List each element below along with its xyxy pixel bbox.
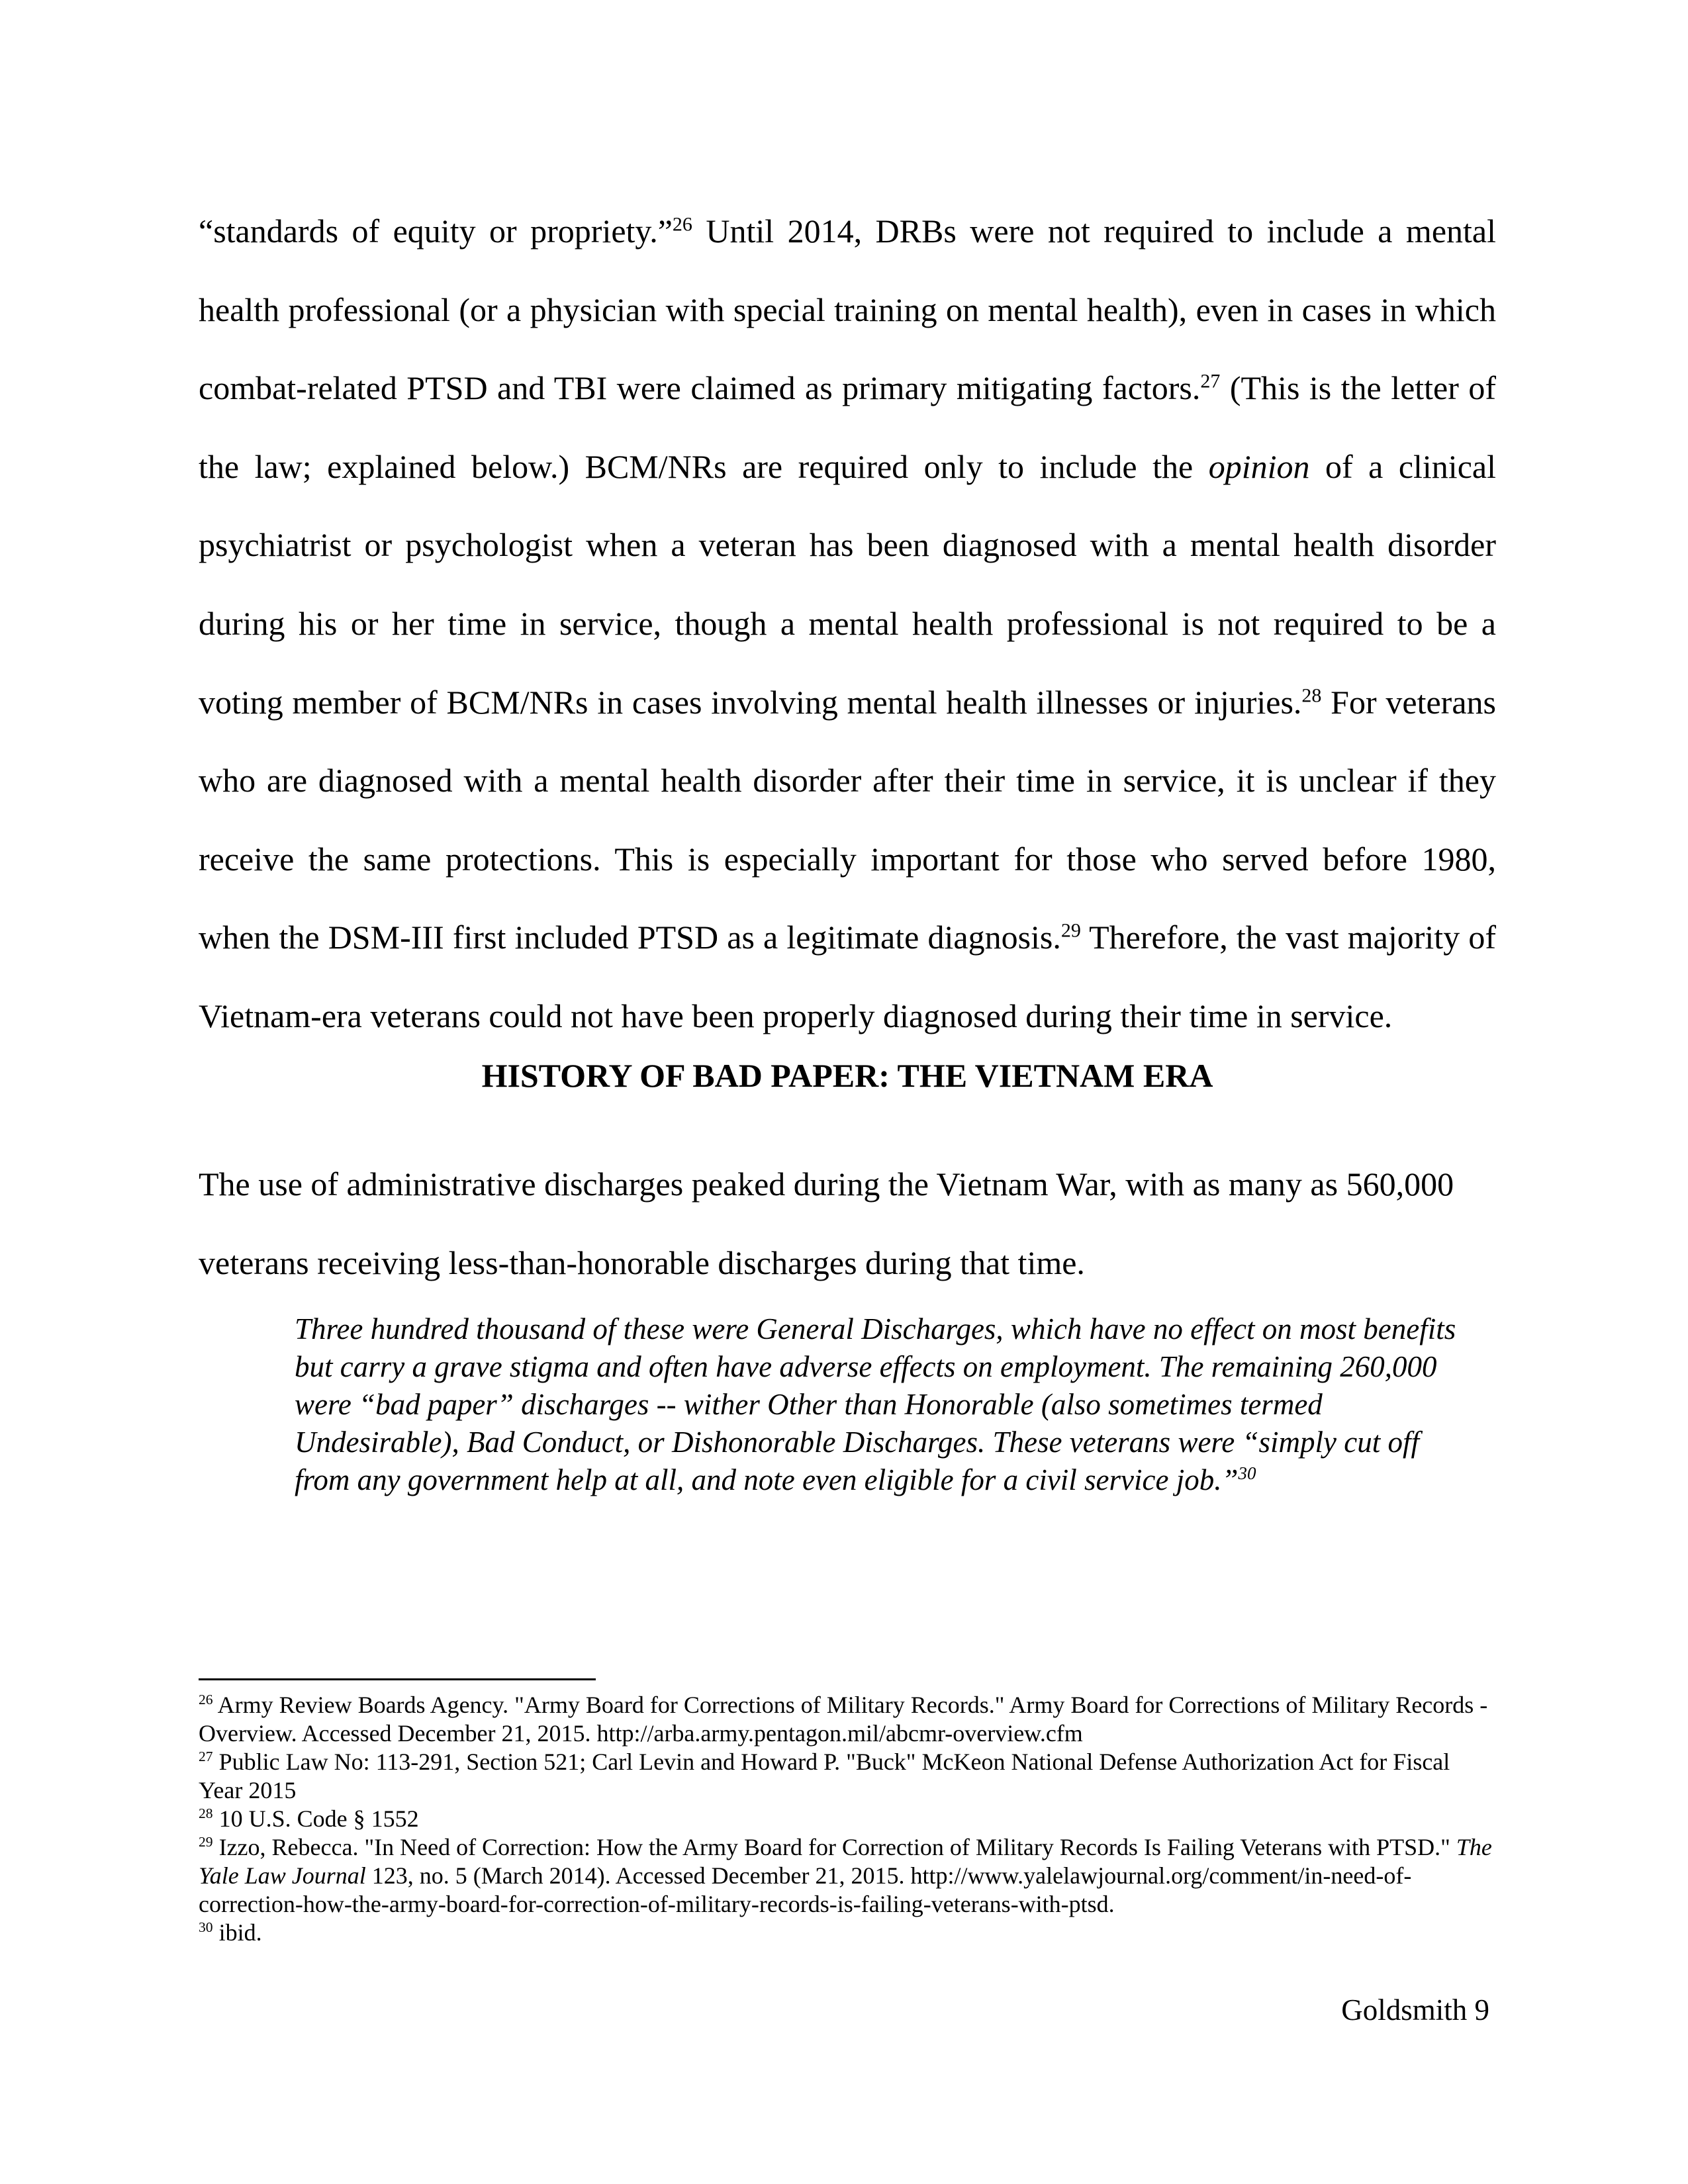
- footnote-text: 10 U.S. Code § 1552: [212, 1805, 419, 1832]
- footnote-text: Izzo, Rebecca. "In Need of Correction: How the Army Board for Correction of Military Records Is Failing Veterans with PTSD.": [212, 1834, 1456, 1860]
- body-paragraph-2: [199, 1145, 1496, 1302]
- footnote-ref-27[interactable]: 27: [1200, 370, 1221, 392]
- footnote-29: [199, 1833, 1496, 1919]
- footnote-text: Public Law No: 113-291, Section 521; Carl Levin and Howard P. "Buck" McKeon National Defense Authorization Act for Fiscal Year 2015: [199, 1749, 1450, 1803]
- section-heading: HISTORY OF BAD PAPER: THE VIETNAM ERA: [481, 1057, 1213, 1094]
- text-run: The use of administrative discharges peaked during the Vietnam War, with as many as 560,000 veterans receiving less-than-honorable discharges during that time.: [199, 1165, 1454, 1281]
- block-quote: [295, 1310, 1466, 1499]
- footnote-ref-26[interactable]: 26: [672, 213, 692, 236]
- footnotes-section: [199, 1691, 1496, 1947]
- text-run: Therefore, the vast majority of Vietnam-era veterans could not have been properly diagnosed during their time in service.: [199, 919, 1496, 1034]
- footnote-text: Army Review Boards Agency. "Army Board for Corrections of Military Records." Army Board for Corrections of Military Records - Overview. Accessed December 21, 2015. http://arba.army.pentagon.mil/abcmr-overview.cfm: [199, 1692, 1488, 1747]
- footnote-separator: [199, 1678, 596, 1680]
- text-run: For veterans who are diagnosed with a mental health disorder after their time in service, it is unclear if they receive the same protections. This is especially important for those who served before 1980, when the DSM-III first included PTSD as a legitimate diagnosis.: [199, 683, 1496, 956]
- text-run: Until 2014, DRBs were not required to include a mental health professional (or a physician with special training on mental health), even in cases in which combat-related PTSD and TBI were claimed as primary mitigating factors.: [199, 212, 1496, 407]
- footnote-text: 123, no. 5 (March 2014). Accessed December 21, 2015. http://www.yalelawjournal.org/comment/in-need-of-correction-how-the-army-board-for-correction-of-military-records-is-failing-veterans-with-ptsd.: [199, 1862, 1412, 1917]
- footnote-text: ibid.: [212, 1919, 262, 1946]
- body-paragraph-1: [199, 192, 1496, 1056]
- footnote-number: 26: [199, 1692, 213, 1707]
- footnote-number: 30: [199, 1919, 213, 1935]
- footnote-27: [199, 1748, 1496, 1805]
- footnote-30: [199, 1919, 1496, 1947]
- text-run: of a clinical psychiatrist or psychologist when a veteran has been diagnosed with a mental health disorder during his or her time in service, though a mental health professional is not required to be a voting member of BCM/NRs in cases involving mental health illnesses or injuries.: [199, 447, 1496, 721]
- page-number-label: Goldsmith 9: [1341, 1993, 1489, 2026]
- footnote-ref-29[interactable]: 29: [1060, 919, 1081, 942]
- footnote-number: 28: [199, 1805, 213, 1821]
- footnote-26: [199, 1691, 1496, 1748]
- quote-text: Three hundred thousand of these were General Discharges, which have no effect on most benefits but carry a grave stigma and often have adverse effects on employment. The remaining 260,000 were “bad paper” discharges -- wither Other than Honorable (also sometimes termed Undesirable), Bad Conduct, or Dishonorable Discharges. These veterans were “simply cut off from any government help at all, and note even eligible for a civil service job.”: [295, 1312, 1456, 1496]
- journal-title: The Yale Law Journal: [199, 1834, 1492, 1889]
- footnote-28: [199, 1805, 1496, 1833]
- emphasis-opinion: opinion: [1208, 447, 1310, 485]
- footnote-number: 29: [199, 1834, 213, 1850]
- footnote-ref-28[interactable]: 28: [1301, 684, 1322, 706]
- text-run: (This is the letter of the law; explained below.) BCM/NRs are required only to include the: [199, 369, 1497, 485]
- text-run: “standards of equity or propriety.”: [199, 212, 673, 250]
- footnote-number: 27: [199, 1749, 213, 1764]
- footnote-ref-30[interactable]: 30: [1238, 1463, 1256, 1483]
